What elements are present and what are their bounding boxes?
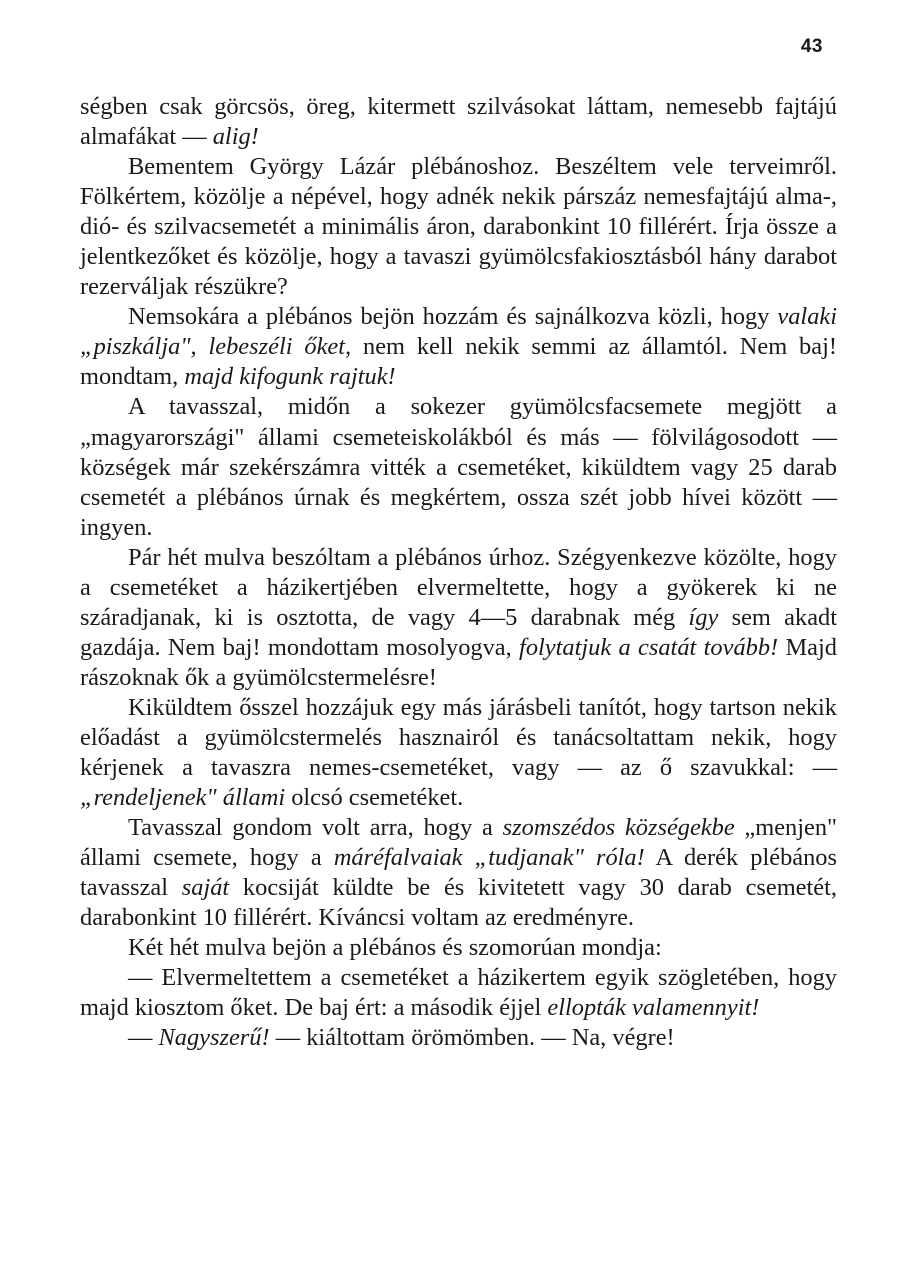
- italic-text: Nagyszerű!: [158, 1024, 270, 1052]
- text-run: „menjen" állami csemete, hogy a: [80, 814, 837, 872]
- text-run: Két hét mulva bejön a plébános és szomorúan mondja:: [128, 934, 662, 962]
- text-run: — kiáltottam örömömben. — Na, végre!: [269, 1024, 675, 1052]
- italic-text: ellopták valamennyit!: [547, 994, 760, 1022]
- paragraph: [80, 1023, 837, 1053]
- text-run: sem akadt gazdája. Nem baj! mondottam mosolyogva,: [80, 603, 837, 661]
- italic-text: máréfalvaiak „tudjanak" róla!: [333, 844, 645, 872]
- page-body: [80, 92, 837, 1054]
- text-run: olcsó csemetéket.: [285, 784, 464, 812]
- italic-text: valaki „piszkálja", lebeszéli őket,: [80, 303, 837, 361]
- paragraph: [80, 933, 837, 963]
- paragraph: [80, 392, 837, 542]
- text-run: Nemsokára a plébános bejön hozzám és sajnálkozva közli, hogy: [128, 303, 778, 331]
- italic-text: szomszédos községekbe: [502, 814, 735, 842]
- italic-text: folytatjuk a csatát tovább!: [519, 633, 779, 661]
- paragraph: [80, 693, 837, 813]
- text-run: nem kell nekik semmi az államtól. Nem baj! mondtam,: [80, 333, 837, 391]
- text-run: —: [128, 1024, 159, 1052]
- paragraph: [80, 543, 837, 693]
- italic-text: így: [688, 603, 719, 631]
- paragraph: [80, 302, 837, 392]
- paragraph: [80, 92, 837, 152]
- text-run: Bementem György Lázár plébánoshoz. Beszéltem vele terveimről. Fölkértem, közölje a népével, hogy adnék nekik párszáz nemesfajtájú alma-, dió- és szilvacsemetét a minimális áron, darabonkint 10 fillérért. Írja össze a jelentkezőket és közölje, hogy a tavaszi gyümölcsfakiosztásból hány darabot rezerváljak részükre?: [80, 153, 837, 301]
- paragraph: [80, 813, 837, 933]
- text-run: Majd rászoknak ők a gyümölcstermelésre!: [80, 633, 837, 691]
- italic-text: saját: [181, 874, 230, 902]
- text-run: A derék plébános tavasszal: [80, 844, 837, 902]
- paragraph: [80, 963, 837, 1023]
- text-run: Tavasszal gondom volt arra, hogy a: [128, 814, 503, 842]
- page-number: 43: [800, 36, 823, 57]
- italic-text: alig!: [212, 123, 259, 151]
- text-run: Pár hét mulva beszóltam a plébános úrhoz. Szégyenkezve közölte, hogy a csemetéket a házikertjében elvermeltette, hogy a gyökerek ki ne száradjanak, ki is osztotta, de vagy 4—5 darabnak még: [80, 543, 837, 631]
- text-run: Kiküldtem ősszel hozzájuk egy más járásbeli tanítót, hogy tartson nekik előadást a gyümölcstermelés hasznairól és tanácsoltattam nekik, hogy kérjenek a tavaszra nemes-csemetéket, vagy — az ő szavukkal: —: [80, 693, 837, 782]
- text-run: A tavasszal, midőn a sokezer gyümölcsfacsemete megjött a „magyarországi" állami csemeteiskolákból és más — fölvilágosodott — községek már szekérszámra vitték a csemetéket, kiküldtem vagy 25 darab csemetét a plébános úrnak és megkértem, ossza szét jobb hívei között — ingyen.: [80, 393, 837, 541]
- text-run: ségben csak görcsös, öreg, kitermett szilvásokat láttam, nemesebb fajtájú almafákat —: [80, 93, 837, 151]
- text-run: — Elvermeltettem a csemetéket a házikertem egyik szögletében, hogy majd kiosztom őket. De baj ért: a második éjjel: [80, 964, 837, 1022]
- paragraph: [80, 152, 837, 302]
- italic-text: majd kifogunk rajtuk!: [184, 363, 396, 391]
- text-run: kocsiját küldte be és kivitetett vagy 30 darab csemetét, darabonkint 10 fillérért. Kíváncsi voltam az eredményre.: [80, 874, 837, 932]
- italic-text: „rendeljenek" állami: [80, 784, 286, 812]
